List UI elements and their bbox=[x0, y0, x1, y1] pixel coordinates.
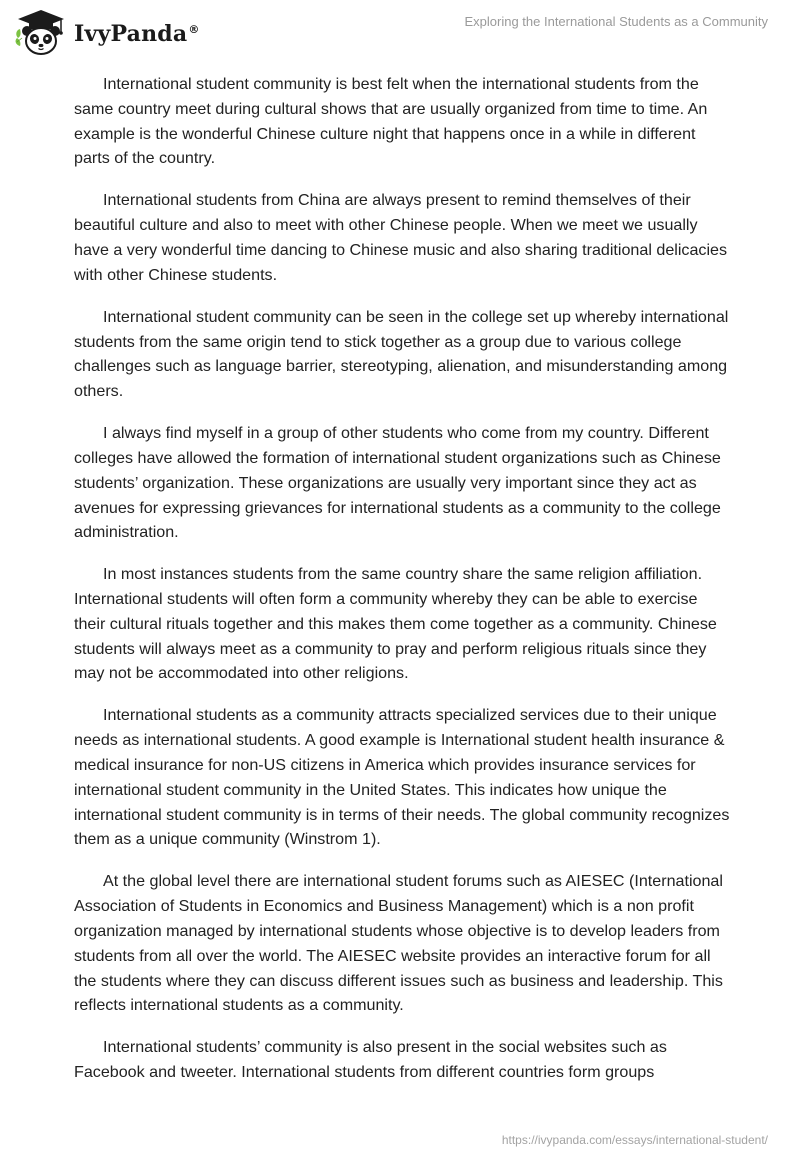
paragraph: At the global level there are international student forums such as AIESEC (International Association of Students in Economics and Business Management) which is a non profit organization managed by international students whose objective is to develop leaders from students from all over the world. The AIESEC website provides an interactive forum for all the students where they can discuss different issues such as business and leadership. This reflects international students as a community. bbox=[74, 872, 723, 1015]
ivypanda-logo[interactable] bbox=[14, 8, 200, 58]
registered-mark: ® bbox=[188, 22, 200, 36]
brand-name: IvyPanda® bbox=[74, 21, 200, 47]
paragraph: International student community is best felt when the international students from the same country meet during cultural shows that are usually organized from time to time. An example is the wonderful Chinese culture night that happens once in a while in different parts of the country. bbox=[74, 75, 708, 168]
paragraph: I always find myself in a group of other students who come from my country. Different colleges have allowed the formation of international student organizations such as Chinese students’ organization. These organizations are usually very important since they act as avenues for expressing grievances for international students as a community to the college administration. bbox=[74, 424, 721, 542]
essay-body bbox=[74, 72, 730, 1102]
paragraph: International student community can be seen in the college set up whereby international students from the same origin tend to stick together as a group due to various college challenges such as language barrier, stereotyping, alienation, and misunderstanding among others. bbox=[74, 307, 729, 401]
source-url-link[interactable]: https://ivypanda.com/essays/international-student/ bbox=[501, 1133, 768, 1147]
page-header bbox=[0, 0, 800, 62]
paragraph: International students as a community attracts specialized services due to their unique needs as international students. A good example is International student health insurance & medical insurance for non-US citizens in America which provides insurance services for international student community in the United States. This indicates how unique the international student community is in terms of their needs. The global community recognizes them as a unique community (Winstrom 1). bbox=[74, 706, 730, 849]
paragraph: International students from China are always present to remind themselves of their beautiful culture and also to meet with other Chinese people. When we meet we usually have a very wonderful time dancing to Chinese music and also sharing traditional delicacies with other Chinese students. bbox=[74, 191, 728, 284]
document-title: Exploring the International Students as a Community bbox=[464, 14, 768, 29]
panda-graduate-icon bbox=[14, 8, 68, 58]
paragraph: International students’ community is also present in the social websites such as Facebook and tweeter. International students from different countries form groups bbox=[74, 1038, 667, 1082]
paragraph: In most instances students from the same country share the same religion affiliation. International students will often form a community whereby they can be able to exercise their cultural rituals together and this makes them come together as a community. Chinese students will always meet as a community to pray and perform religious rituals since they may not be accommodated into other religions. bbox=[74, 565, 717, 683]
